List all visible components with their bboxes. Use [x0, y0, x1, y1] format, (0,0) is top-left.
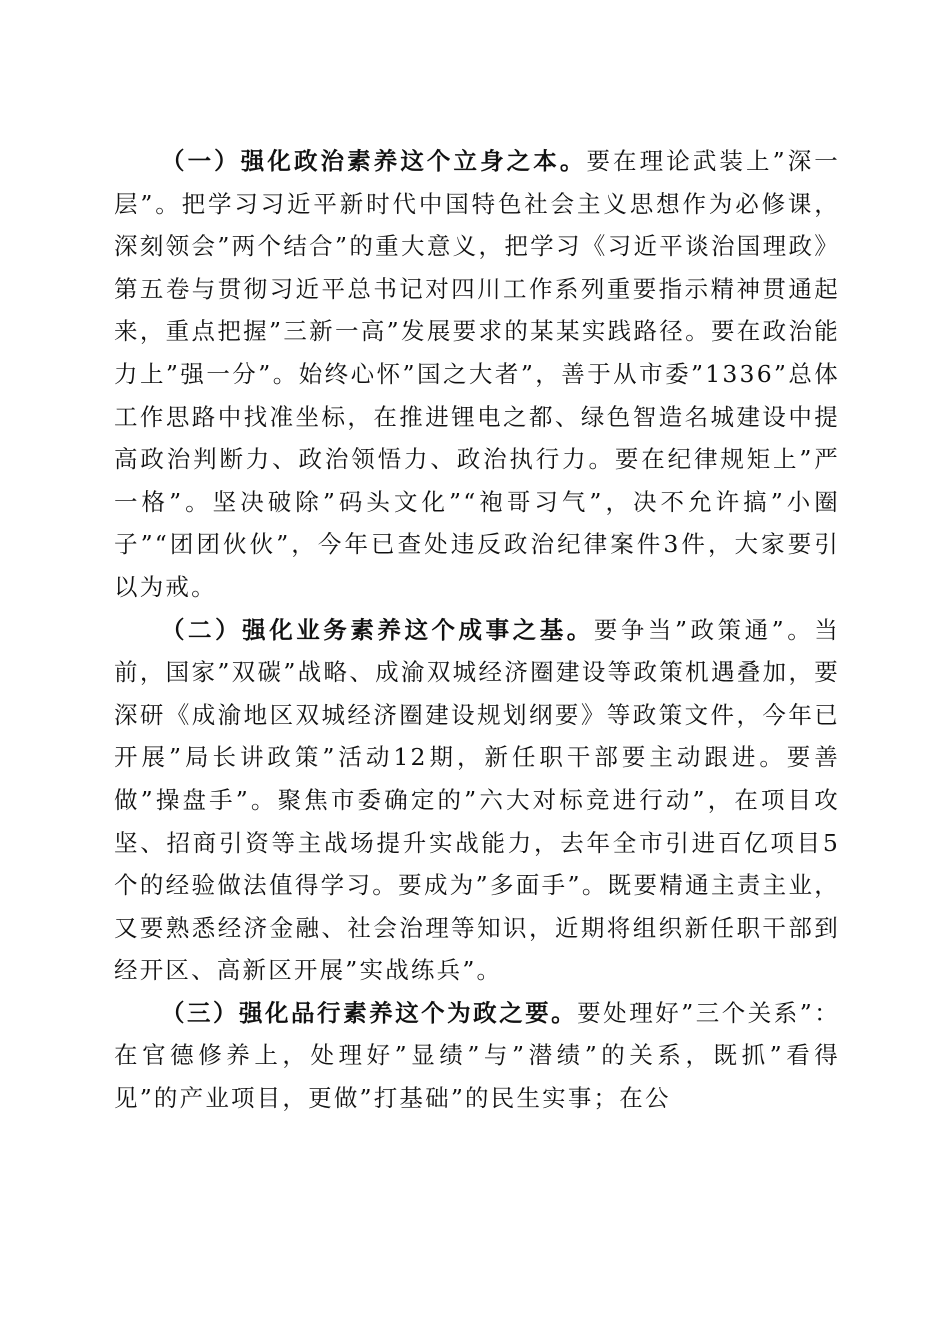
- paragraph-heading: （三）强化品行素养这个为政之要。: [161, 998, 578, 1027]
- paragraph-text: 要在理论武装上”深一层”。把学习习近平新时代中国特色社会主义思想作为必修课，深刻领会”两个结合”的重大意义，把学习《习近平谈治国理政》第五卷与贯彻习近平总书记对四川工作系列重要指示精神贯通起来，重点把握”三新一高”发展要求的某某实践路径。要在政治能力上”强一分”。始终心怀”国之大者”，善于从市委”1336”总体工作思路中找准坐标，在推进锂电之都、绿色智造名城建设中提高政治判断力、政治领悟力、政治执行力。要在纪律规矩上”严一格”。坚决破除”码头文化”“袍哥习气”，决不允许搞”小圈子”“团团伙伙”，今年已查处违反政治纪律案件3件，大家要引以为戒。: [114, 147, 841, 601]
- paragraph-heading: （二）强化业务素养这个成事之基。: [161, 615, 594, 644]
- paragraph-text: 要处理好”三个关系”：在官德修养上，处理好”显绩”与”潜绩”的关系，既抓”看得见”的产业项目，更做”打基础”的民生实事；在公: [114, 998, 841, 1113]
- paragraph-heading: （一）强化政治素养这个立身之本。: [161, 147, 587, 175]
- paragraph-text: 要争当”政策通”。当前，国家”双碳”战略、成渝双城经济圈建设等政策机遇叠加，要深研《成渝地区双城经济圈建设规划纲要》等政策文件，今年已开展”局长讲政策”活动12期，新任职干部要主动跟进。要善做”操盘手”。聚焦市委确定的”六大对标竞进行动”，在项目攻坚、招商引资等主战场提升实战能力，去年全市引进百亿项目5个的经验做法值得学习。要成为”多面手”。既要精通主责主业，又要熟悉经济金融、社会治理等知识，近期将组织新任职干部到经开区、高新区开展”实战练兵”。: [114, 615, 840, 985]
- document-body: [114, 140, 840, 1120]
- paragraph-moral-literacy: [114, 992, 840, 1120]
- paragraph-political-literacy: [114, 140, 840, 609]
- paragraph-professional-literacy: [114, 609, 840, 992]
